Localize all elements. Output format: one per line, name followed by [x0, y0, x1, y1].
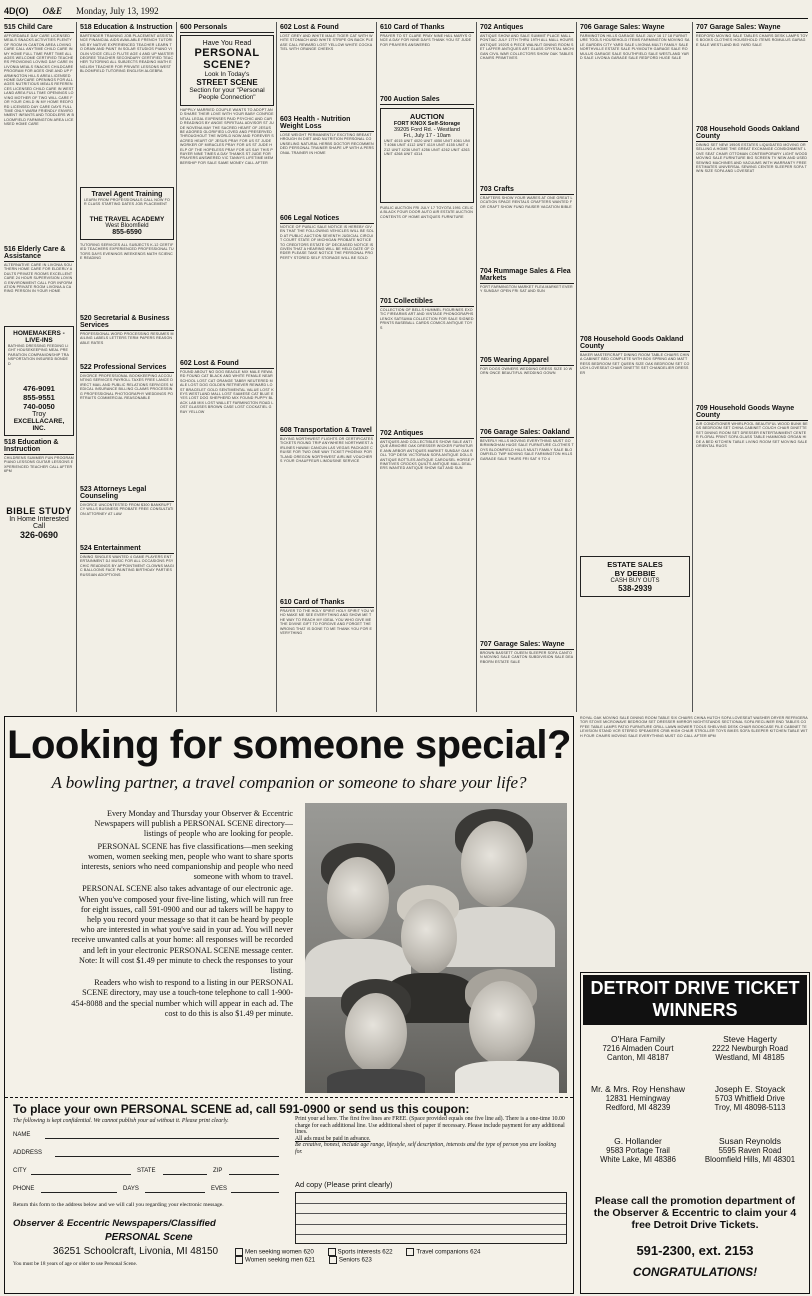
column-lost-found: [280, 22, 374, 712]
winner-city: Westland, MI 48185: [715, 1053, 785, 1062]
congratulations-text: CONGRATULATIONS!: [632, 1265, 758, 1279]
days-label: DAYS: [123, 1186, 139, 1192]
section-heading: 704 Rummage Sales & Flea Markets: [480, 268, 574, 284]
section-heading: 705 Wearing Apparel: [480, 357, 574, 366]
travel-agent-headline: Travel Agent Training: [91, 191, 163, 198]
bible-study-ad: [4, 506, 74, 540]
section-heading: 610 Card of Thanks: [380, 24, 474, 33]
issue-date: Monday, July 13, 1992: [76, 6, 159, 16]
column-antiques-garage: [480, 22, 574, 712]
household-listings-lower: [580, 716, 808, 968]
body-paragraph: Readers who wish to respond to a listing in our PERSONAL SCENE directory, may use a touch-tone telephone to call 1-900-454-8088 and the special number which will appear in each ad. The cost to do this is also $1.49 per minute.: [71, 978, 293, 1018]
listing-text-block: BROWN BASSETT OUEEN SLEEPER SOFA CANTON MOVING SALE CANTON SUBDIVISION SALE DEARBORN ESTATE SALE: [480, 651, 574, 664]
auction-venue: FORT KNOX Self-Storage: [393, 121, 461, 127]
listing-text-block: CRAFTERS SHOW YOUR WARES AT ONE GREAT LOCATION SPACE RENTALS CRAFTERS WANTED FOR CRAFT SHOW FUND RAISER VACATION BIBLE: [480, 196, 573, 209]
promo-line-5: Section for your "Personal People Connection": [189, 87, 265, 101]
category-option[interactable]: [235, 1256, 315, 1264]
homemakers-agency: EXCELLACARE, INC.: [13, 418, 65, 432]
homemakers-details: BATHING DRESSING FEEDING LIGHT HOUSEKEEPING MEAL PREPARATION COMPANIONSHIP TRANSPORTATION INSURED BONDED: [8, 344, 70, 366]
estate-sales-by: BY DEBBIE: [614, 569, 656, 578]
publication-name: O&E: [42, 6, 63, 16]
travel-agent-details: LEARN FROM PROFESSIONALS CALL NOW FOR CLASS STARTING DATES JOB PLACEMENT: [84, 198, 170, 207]
detroit-drive-winners-ad: [580, 972, 810, 1294]
homemakers-city: Troy: [32, 411, 46, 418]
section-heading: 522 Professional Services: [80, 364, 174, 373]
category-checkboxes: [235, 1248, 567, 1264]
homemakers-ad: [4, 326, 74, 436]
listing-text-block: ALTERNATIVE CARE IN LIVONIA SOUTHERN HOME CARE FOR ELDERLY ADULTS PRIVATE ROOMS EXCELLENT CARE 24 HOUR SUPERVISION LOVING ENVIRONMENT CALL FOR INFORMATION PRIVATE ROOM LIVONIA A CARING PERSON IN YOUR HOME: [4, 263, 73, 294]
eves-field[interactable]: [231, 1192, 279, 1193]
listing-text-block: FARMINGTON HILLS GARAGE SALE JULY 16 17 18 FURNITURE TOOLS HOUSEHOLD ITEMS FARMINGTON MOVING SALE GARDEN CITY YARD SALE LIVONIA MULTI FAMILY SALE NORTHVILLE ESTATE SALE PLYMOUTH GARAGE SALE ROMULUS GARAGE SALE SOUTHFIELD SALE WESTLAND YARD SALE LIVONIA GARAGE SALE REDFORD HUGE SALE: [580, 34, 690, 61]
listing-text-block: COLLECTION OF BELLS HUMMEL FIGURINES EXOTIC FIREARMS ART AND VINTAGE PHONOGRAPHS LENOX SATSUMA COLLECTION FOR SALE SIGNED PRINTS BASEBALL CARDS COMICS ANTIQUE TOYS: [380, 308, 474, 330]
listing-text-block: BUYING NORTHWEST FLIGHTS OR CERTIFICATES TICKETS ROUND TRIP ANYWHERE NORTHWEST AIRLINES HAWAII CANCUN LAS VEGAS PACKAGE CRUISE FOR TWO ONE WAY TICKET PHOENIX PORTLAND OREGON NORTHWEST AIRLINE VOUCHERS YOUR CHAUFFEUR LIMOUSINE SERVICE: [280, 437, 374, 464]
category-code: 622: [382, 1248, 393, 1256]
winner-entry: [583, 1035, 693, 1062]
promo-line-4: STREET SCENE: [196, 78, 258, 87]
column-rule: [376, 22, 377, 712]
winner-entry: [583, 1137, 693, 1164]
auction-ad: [380, 108, 474, 203]
claim-phone: 591-2300, ext. 2153: [636, 1243, 754, 1258]
section-heading: 515 Child Care: [4, 24, 74, 33]
name-field[interactable]: [45, 1138, 279, 1139]
section-heading: 518 Education & Instruction: [80, 24, 173, 31]
days-field[interactable]: [145, 1192, 205, 1193]
auction-address: 39205 Ford Rd. - Westland: [394, 127, 460, 133]
winner-street: 5703 Whitfield Drive: [715, 1094, 785, 1103]
category-option[interactable]: [329, 1256, 372, 1264]
city-field[interactable]: [31, 1174, 131, 1175]
winner-city: Redford, MI 48239: [605, 1103, 671, 1112]
winner-street: 12831 Hemingway: [605, 1094, 671, 1103]
travel-academy-ad: [80, 187, 174, 240]
section-heading: 523 Attorneys Legal Counseling: [80, 486, 174, 502]
listing-text-block: LOSE WEIGHT PERMANENTLY EXCITING BREAKTHROUGH IN DIET AND NUTRITION PERSONAL COUNSELING NATURAL HERBS DOCTOR RECOMMENDED PERSONAL TRAINER SHAPE UP WITH A PERSONAL TRAINER IN HOME: [280, 133, 374, 155]
coupon-form: [5, 1097, 573, 1294]
column-household-goods: [696, 22, 808, 712]
travel-academy-name: THE TRAVEL ACADEMY: [89, 216, 165, 223]
checkbox[interactable]: [235, 1248, 243, 1256]
winner-city: Canton, MI 48187: [607, 1053, 669, 1062]
checkbox[interactable]: [329, 1256, 337, 1264]
coupon-note: The following is kept confidential. We cannot publish your ad without it. Please print clearly.: [13, 1118, 229, 1124]
section-heading: 709 Household Goods Wayne County: [696, 405, 808, 421]
listing-text-block: DIVORCE PROFESSIONAL BOOKKEEPING ACCOUNTING SERVICES PAYROLL TAXES FREE LANCE DIRECT MAIL AND PUBLIC RELATIONS SERVICES MEDICAL INSURANCE BILLING CLAIMS PROCESSING PROFESSIONAL PHOTOGRAPHY WEDDINGS PORTRAITS COMMERCIAL REASONABLE: [80, 374, 174, 401]
column-rule: [176, 22, 177, 712]
phone-label: PHONE: [13, 1186, 35, 1192]
checkbox[interactable]: [235, 1256, 243, 1264]
column-child-care: [4, 22, 74, 712]
section-heading: 608 Transportation & Travel: [280, 427, 374, 436]
listing-text-block: FORT FARMINGTON MARKET FLEA MARKET EVERY SUNDAY OPEN FRI SAT AND SUN: [480, 285, 573, 294]
listing-text-block: PRAYER TO THE HOLY SPIRIT HOLY SPIRIT YOU WHO MAKE ME SEE EVERYTHING AND SHOW ME THE WAY TO REACH MY IDEAL YOU WHO GIVE ME THE DIVINE GIFT TO FORGIVE AND FORGET THE WRONG THAT IS DONE TO ME THANK YOU FOR EVERYTHING: [280, 609, 374, 636]
category-code: 623: [361, 1256, 372, 1264]
listing-text-block: FOUND ABOUT NO DOG BEAGLE MIX MALE REWARD FOUND CAT BLACK AND WHITE FEMALE NEAR SCHOOL LOST CAT ORANGE TABBY NEUTERED MALE LOST DOG GOLDEN RETRIEVER REWARD LOST BRACELET GOLD SENTIMENTAL VALUE LOST KEYS WESTLAND MALL LOST SIAMESE CAT BLUE EYES LOST DOG SHEPHERD MIX FOUND PUPPY BLACK LAB MIX LOST WALLET FARMINGTON ROAD LOST GLASSES BROWN CASE LOST COCKATIEL GRAY YELLOW: [180, 370, 274, 414]
winner-city: Troy, MI 48098-5113: [714, 1103, 786, 1112]
eves-label: EVES: [211, 1186, 228, 1192]
mailing-address: 36251 Schoolcraft, Livonia, MI 48150: [53, 1246, 219, 1257]
section-heading: 516 Elderly Care & Assistance: [4, 246, 74, 262]
instructions-creative: Be creative, honest, include age range, lifestyle, self description, interests and the type of person you are looking for.: [295, 1142, 557, 1155]
winner-entry: [695, 1035, 805, 1062]
personal-scene-headline: Looking for someone special?: [7, 723, 571, 767]
promo-line-1: Have You Read: [202, 40, 252, 47]
winner-entry: [695, 1085, 805, 1112]
column-personals: [180, 22, 274, 712]
section-heading: 706 Garage Sales: Oakland: [480, 429, 574, 438]
return-note: Return this form to the address below and we will call you regarding your electronic message.: [13, 1202, 224, 1208]
column-auctions: [380, 22, 474, 712]
category-label: Sports interests: [337, 1248, 381, 1256]
category-option[interactable]: [235, 1248, 314, 1256]
promo-line-2: PERSONAL SCENE?: [194, 47, 260, 71]
checkbox[interactable]: [406, 1248, 414, 1256]
detroit-drive-headline: DETROIT DRIVE TICKET WINNERS: [583, 975, 807, 1025]
listing-text-block: ANTIQUES AND COLLECTIBLES SHOW SALE ANTIQUE ARMOIRE OAK DRESSER WICKER FURNITURE ANN ARBOR ANTIQUES MARKET SUNDAY OAK ROLL TOP DESK VICTORIAN SOFA ANTIQUE DOLLS ANTIQUE BOTTLES ANTIQUE CAROUSEL HORSE PRIMITIVES CROCKS QUILTS ANTIQUE MALL DEALERS WANTED ANTIQUE SHOW SAT AND SUN: [380, 440, 474, 471]
homemakers-phone-3: 740-0050: [23, 402, 55, 411]
listing-text-block: DINING SINGLES WANTED 4 GAME PLAYERS ENTERTAINMENT DJ MUSIC FOR ALL OCCASIONS PSYCHIC READINGS BY APPOINTMENT CLOWNS MAGIC BALLOONS FACE PAINTING BIRTHDAY PARTIES RUSSIAN ADOPTIONS: [80, 555, 174, 577]
department-name: PERSONAL Scene: [105, 1232, 193, 1243]
section-heading: 700 Auction Sales: [380, 96, 474, 105]
bible-study-title: BIBLE STUDY: [6, 506, 72, 516]
personal-scene-subhead: A bowling partner, a travel companion or someone to share your life?: [51, 773, 527, 792]
winner-street: 9583 Portage Trail: [606, 1146, 670, 1155]
column-rule: [76, 22, 77, 712]
travel-academy-location: West Bloomfield: [105, 223, 149, 229]
winner-name: O'Hara Family: [610, 1034, 666, 1044]
listing-text-block: TUTORING SERVICES ALL SUBJECTS K-12 CERTIFIED TEACHERS EXPERIENCED PROFESSIONAL TUTORS DAYS EVENINGS WEEKENDS MATH SCIENCE READING: [80, 243, 174, 261]
winner-name: Mr. & Mrs. Roy Henshaw: [591, 1084, 685, 1094]
section-heading: 702 Antiques: [480, 24, 574, 33]
winner-city: White Lake, MI 48386: [600, 1155, 676, 1164]
listing-text-block: BARTENDER TRAINING JOB PLACEMENT ASSISTANCE FINANCIAL AIDS AVAILABLE FRENCH TUTORING BY NATIVE EXPERIENCED TEACHER LEARN TO DRAW AND PAINT IN SOLAR STUDIOS PIANO VIOLIN VOICE CELLO FLUTE AGE 4 AND UP MASTER DEGREE TEACHER SECONDARY CERTIFIED TEACHER TUTORING ALL SUBJECTS READING MATH ENGLISH TEACHER FOR PRIVATE LESSONS WEST BLOOMFIELD TUTORING ENGLISH ALGEBRA: [80, 34, 174, 74]
listing-text-block: PUBLIC AUCTION FRI JULY 17 TOYOTA 1991 CELICA BLACK FOUR DOOR AUTO AIR ESTATE AUCTION CONTENTS OF HOME ANTIQUES FURNITURE: [380, 206, 474, 219]
section-heading: 603 Health - Nutrition Weight Loss: [280, 116, 374, 132]
coupon-title: To place your own PERSONAL SCENE ad, call 591-0900 or send us this coupon:: [13, 1102, 470, 1116]
listing-text-block: BAKER MASTERCRAFT DINING ROOM TABLE CHAIRS CHINA CABINET BED COMPLETE WITH BOX SPRING AND MATTRESS BEDROOM SET QUEEN SIZE OAK BEDROOM SET COUCH LOVESEAT CHAIR DINETTE SET CHANDELIER DRESSER: [580, 353, 690, 375]
estate-sales-ad: [580, 556, 690, 597]
category-label: Travel companions: [416, 1248, 469, 1256]
ad-instructions: [295, 1116, 565, 1156]
section-heading: 524 Entertainment: [80, 545, 174, 554]
bible-study-phone: 326-0690: [19, 530, 59, 540]
homemakers-phone: 476-9091: [23, 384, 55, 393]
ad-copy-label: Ad copy (Please print clearly): [295, 1180, 393, 1189]
personal-scene-promo-ad: [180, 35, 274, 106]
listing-text-block: LOST GREY AND WHITE MALE TIGER CAT WITH WHITE STOMACH AND WHITE STRIPE ON BACK PLEASE CALL REWARD LOST YELLOW WHITE COCKATIEL WITH ORANGE CHEEKS: [280, 34, 374, 52]
listing-text-block: PRAYER TO ST CLARE PRAY NINE HAIL MARYS ONCE A DAY FOR NINE DAYS THANK YOU ST JUDE FOR PRAYERS ANSWERED: [380, 34, 472, 47]
winner-street: 5595 Raven Road: [718, 1146, 782, 1155]
category-label: Seniors: [338, 1256, 360, 1264]
listing-text-block: NOTICE OF PUBLIC SALE NOTICE IS HEREBY GIVEN THAT THE FOLLOWING VEHICLES WILL BE SOLD AT PUBLIC AUCTION SEVENTH JUDICIAL CIRCUIT COURT STATE OF MICHIGAN PROBATE NOTICE TO CREDITORS ESTATE OF DECEASED NOTICE IS GIVEN THAT A HEARING WILL BE HELD DATE OF ORDER PLEASE TAKE NOTICE THE PERSONAL PROPERTY STORED SELF STORAGE WILL BE SOLD: [280, 225, 374, 260]
column-rule: [476, 22, 477, 712]
section-heading: 701 Collectibles: [380, 298, 474, 307]
section-heading: 708 Household Goods Oakland County: [580, 336, 690, 352]
listing-text-block: HAPPILY MARRIED COUPLE WANTS TO ADOPT AND SHARE THEIR LOVE WITH YOUR BABY CONFIDENTIAL LEGAL EXPENSES PAID PSYCHIC AND CARD READINGS BY ANGIE SPIRITUAL ADVISOR ST JUDE NOVENA MAY THE SACRED HEART OF JESUS BE ADORED GLORIFIED LOVED AND PRESERVED THROUGHOUT THE WORLD NOW AND FOREVER SACRED HEART OF JESUS PRAY FOR US ST JUDE WORKER OF MIRACLES PRAY FOR US ST JUDE HELP OF THE HOPELESS PRAY FOR US SAY THIS PRAYER NINE TIMES A DAY THANKS ST JUDE FOR PRAYERS ANSWERED VIC TANNYS LIFETIME MEMBERSHIP FOR SALE SAME MONEY CALL AFTER: [180, 108, 274, 165]
listing-text-block: DIVORCE UNCONTESTED FROM $300 BANKRUPTCY WILLS BUSINESS PROBATE FREE CONSULTATION ATTORNEY AT LAW: [80, 503, 174, 516]
column-rule: [692, 22, 693, 712]
winner-street: 2222 Newburgh Road: [712, 1044, 788, 1053]
ad-copy-box[interactable]: [295, 1192, 567, 1244]
publisher-name: Observer & Eccentric Newspapers/Classified: [13, 1218, 216, 1229]
winner-name: Susan Reynolds: [719, 1136, 781, 1146]
auction-headline: AUCTION: [409, 112, 445, 121]
category-code: 620: [303, 1248, 314, 1256]
column-rule: [576, 22, 577, 712]
instructions-paid: All ads must be paid in advance.: [295, 1135, 371, 1142]
listing-text-block: AIR CONDITIONER WHIRLPOOL BEAUTIFUL WOOD BUNK BEDS BEDROOM SET CHINA CABINET COUCH CHAIR DINETTE SET DINING ROOM SET DRESSER ENTERTAINMENT CENTER FLORAL PRINT SOFA GLASS TABLE HAMMOND ORGAN HIDE A BED KITCHEN TABLE LIVING ROOM SET MOVING SALE ORIENTAL RUGS: [696, 422, 808, 449]
zip-label: ZIP: [213, 1168, 223, 1174]
auction-unit-list: UNIT 4015 UNIT 4020 UNIT 4050 UNIT 4061 UNIT 4066 UNIT 4112 UNIT 4119 UNIT 4155 UNIT 4212 UNIT 4236 UNIT 4256 UNIT 4262 UNIT 4263 UNIT 4268 UNIT 4314: [384, 139, 470, 157]
state-field[interactable]: [163, 1174, 207, 1175]
winner-entry: [583, 1085, 693, 1112]
category-option[interactable]: [406, 1248, 480, 1256]
listing-text-block: PROFESSIONAL WORD PROCESSING RESUMES MAILING LABELS LETTERS TERM PAPERS REASONABLE RATES: [80, 332, 174, 345]
state-label: STATE: [137, 1168, 156, 1174]
zip-field[interactable]: [229, 1174, 279, 1175]
category-code: 624: [470, 1248, 481, 1256]
section-heading: 606 Legal Notices: [280, 215, 374, 224]
address-field[interactable]: [55, 1156, 279, 1157]
category-code: 621: [304, 1256, 316, 1264]
section-heading: 707 Garage Sales: Wayne: [480, 641, 574, 650]
category-option[interactable]: [328, 1248, 393, 1256]
homemakers-phone-2: 855-9551: [23, 393, 55, 402]
listing-text-block: CHILDRENS SUMMER FUN PROGRAM PIANO LESSONS GUITAR LESSONS EXPERIENCED TEACHER CALL AFTER 6PM: [4, 456, 74, 474]
homemakers-headline: HOMEMAKERS - LIVE-INS: [13, 330, 65, 344]
age-requirement: You must be 18 years of age or older to use Personal Scene.: [13, 1261, 138, 1267]
section-heading: 610 Card of Thanks: [280, 599, 374, 608]
estate-sales-phone: 538-2939: [618, 584, 652, 593]
listing-text-block: AFFORDABLE DAY CARE LICENSED MEALS SNACKS ACTIVITIES PLENTY OF ROOM IN CANTON AREA LOVING CARE CALL ANYTIME CHILD CARE IN MY HOME FULL TIME PART TIME ALL AGES WELCOME CERTIFIED TEACHERS PROVIDING LOVING DAY CARE IN LIVONIA MEALS SNACKS CHILDCARE PROGRAM FOR AGES ONE AND UP FARMINGTON HILLS AREA LICENSED HOME DAYCARE OPENINGS FOR ALL AGES NUTRITIOUS MEALS REFERENCES LICENSED CHILD CARE IN WESTLAND AREA FULL TIME OPENINGS LOVING MOTHER OF TWO WILL CARE FOR YOUR CHILD IN MY HOME REDFORD LICENSED DAY CARE DAYS FULL TIME ONLY WARM FRIENDLY ENVIRONMENT INFANTS AND TODDLERS W BLOOMFIELD FARMINGTON AREA LICENSED HOME CARE: [4, 34, 74, 127]
address-label: ADDRESS: [13, 1150, 43, 1156]
page-header: [4, 4, 808, 19]
claim-instructions: Please call the promotion department of the Observer & Eccentric to claim your 4 free Detroit Drive Tickets.: [593, 1195, 797, 1231]
page-number: 4D(O): [4, 6, 29, 16]
bible-study-sub: In Home Interested Call: [9, 516, 69, 530]
section-heading: 600 Personals: [180, 24, 274, 33]
section-heading: 702 Antiques: [380, 430, 474, 439]
column-garage-wayne: [580, 22, 690, 712]
promo-line-3: Look In Today's: [204, 71, 250, 78]
winner-name: G. Hollander: [614, 1136, 662, 1146]
section-heading: 518 Education & Instruction: [4, 439, 74, 455]
listing-text-block: FOR DOGS OWNERS WEDDING DRESS SIZE 10 WORN ONCE BEAUTIFUL WEDDING GOWN: [480, 367, 573, 376]
body-paragraph: PERSONAL SCENE also takes advantage of our electronic age. When you've composed your five-line listing, which will run free for eight issues, call 591-0900 and our ad takers will be happy to help you record your message so that it can be heard by people who are interested in what you've said in your ad. You will never receive unwanted calls at your home: all responses will be recorded and left in your electronic PERSONAL SCENE message center. Note: It will cost $1.49 per minute to check the responses to your listing.: [71, 884, 293, 976]
winner-city: Bloomfield Hills, MI 48301: [704, 1155, 796, 1164]
section-heading: 602 Lost & Found: [180, 360, 274, 369]
section-heading: 520 Secretarial & Business Services: [80, 315, 174, 331]
estate-sales-tagline: CASH BUY OUTS: [610, 578, 660, 584]
checkbox[interactable]: [328, 1248, 336, 1256]
winner-name: Joseph E. Stoyack: [714, 1084, 786, 1094]
section-heading: 708 Household Goods Oakland County: [696, 126, 808, 142]
category-label: Men seeking women: [245, 1248, 302, 1256]
winner-entry: [695, 1137, 805, 1164]
city-label: CITY: [13, 1168, 27, 1174]
body-paragraph: PERSONAL SCENE has five classifications—men seeking women, women seeking men, people who want to share sports interests, seniors who need companionship and people who need someone with whom to travel.: [81, 841, 293, 882]
listing-text-block: DINING SET NEW 1950S ESTATES LIQUIDATED MOVING OR SELLING A HOME THE GREAT EXCHANGE CONSIGNMENT LOVE SEAT CHAIR OTTOMAN CONTEMPORARY LIGHT WOOD MOVING SALE FURNITURE BIG SCREEN TV NEW AND USED SEWING MACHINES AND VACUUMS WITH WARRANTY FREE ESTIMATES UNIVERSAL SEWING CENTER SLEEPER SOFA TWIN SIZE SOFA AND LOVESEAT: [696, 143, 808, 174]
personal-scene-ad: [4, 716, 574, 1294]
personal-scene-body: [71, 809, 293, 1021]
winner-name: Steve Hagerty: [723, 1034, 777, 1044]
winner-street: 7216 Almaden Court: [602, 1044, 674, 1053]
section-heading: 602 Lost & Found: [280, 24, 374, 33]
category-label: Women seeking men: [245, 1256, 304, 1264]
section-heading: 703 Crafts: [480, 186, 574, 195]
travel-academy-phone: 855-6590: [112, 229, 142, 236]
body-paragraph: Every Monday and Thursday your Observer & Eccentric Newspapers will publish a PERSONAL SCENE directory—listings of people who are looking for people.: [94, 809, 293, 839]
column-rule: [276, 22, 277, 712]
section-heading: 707 Garage Sales: Wayne: [696, 24, 808, 33]
auction-date: Fri., July 17 - 10am: [403, 133, 451, 139]
name-label: NAME: [13, 1132, 31, 1138]
section-heading: 706 Garage Sales: Wayne: [580, 24, 690, 33]
listing-text-block: BEVERLY HILLS MOVING EVERYTHING MUST GO BIRMINGHAM HUGE SALE FURNITURE CLOTHES TOYS BLOOMFIELD HILLS MULTI FAMILY SALE BLOOMFIELD TWP MOVING SALE FARMINGTON HILLS GARAGE SALE THURS FRI SAT 9 TO 4: [480, 439, 574, 461]
column-education: [80, 22, 174, 712]
listing-text-block: ANTIQUE SHOW AND SALE SUMMIT PLACE MALL PONTIAC JULY 17TH THRU 19TH ALL MALL HOURS ANTIQUE 1920S 6 PIECE WALNUT DINING ROOM SET LAFFER ANTIQUES ART GLASS CRYSTAL MICHIGAN CIVIL WAR COLLECTORS SHOW OAK TABLES CHAIRS PRIMITIVES: [480, 34, 574, 61]
listing-text-block: ROYAL OAK MOVING SALE DINING ROOM TABLE SIX CHAIRS CHINA HUTCH SOFA LOVESEAT WASHER DRYER REFRIGERATOR STOVE MICROWAVE BEDROOM SET DRESSER MIRROR NIGHTSTANDS SECTIONAL SOFA RECLINER END TABLES COFFEE TABLE LAMPS PATIO FURNITURE GRILL LAWN MOWER TOOLS SHELVING DESK CHAIR BOOKCASE FILE CABINET TELEVISION STAND VCR STEREO SPEAKERS CRIB HIGH CHAIR STROLLER TOYS BIKES SOFA SLEEPER KITCHEN TABLE WITH FOUR CHAIRS MOVING SALE EVERYTHING MUST GO CALL AFTER 6PM: [580, 716, 808, 738]
people-photo: [305, 803, 567, 1093]
phone-field[interactable]: [41, 1192, 117, 1193]
listing-text-block: REDFORD MOVING SALE TABLES CHAIRS DESK LAMPS TOYS BOOKS CLOTHES HOUSEHOLD ITEMS ROMULUS GARAGE SALE WESTLAND BIG YARD SALE: [696, 34, 808, 47]
estate-sales-title: ESTATE SALES: [607, 560, 663, 569]
instructions-line: Print your ad here. The first five lines are FREE. (Space provided equals one five line ad). There is a one-time 10.00 charge for each additional line. Use additional sheet of paper if necessary. Please include payment for any additional lines.: [295, 1116, 565, 1136]
